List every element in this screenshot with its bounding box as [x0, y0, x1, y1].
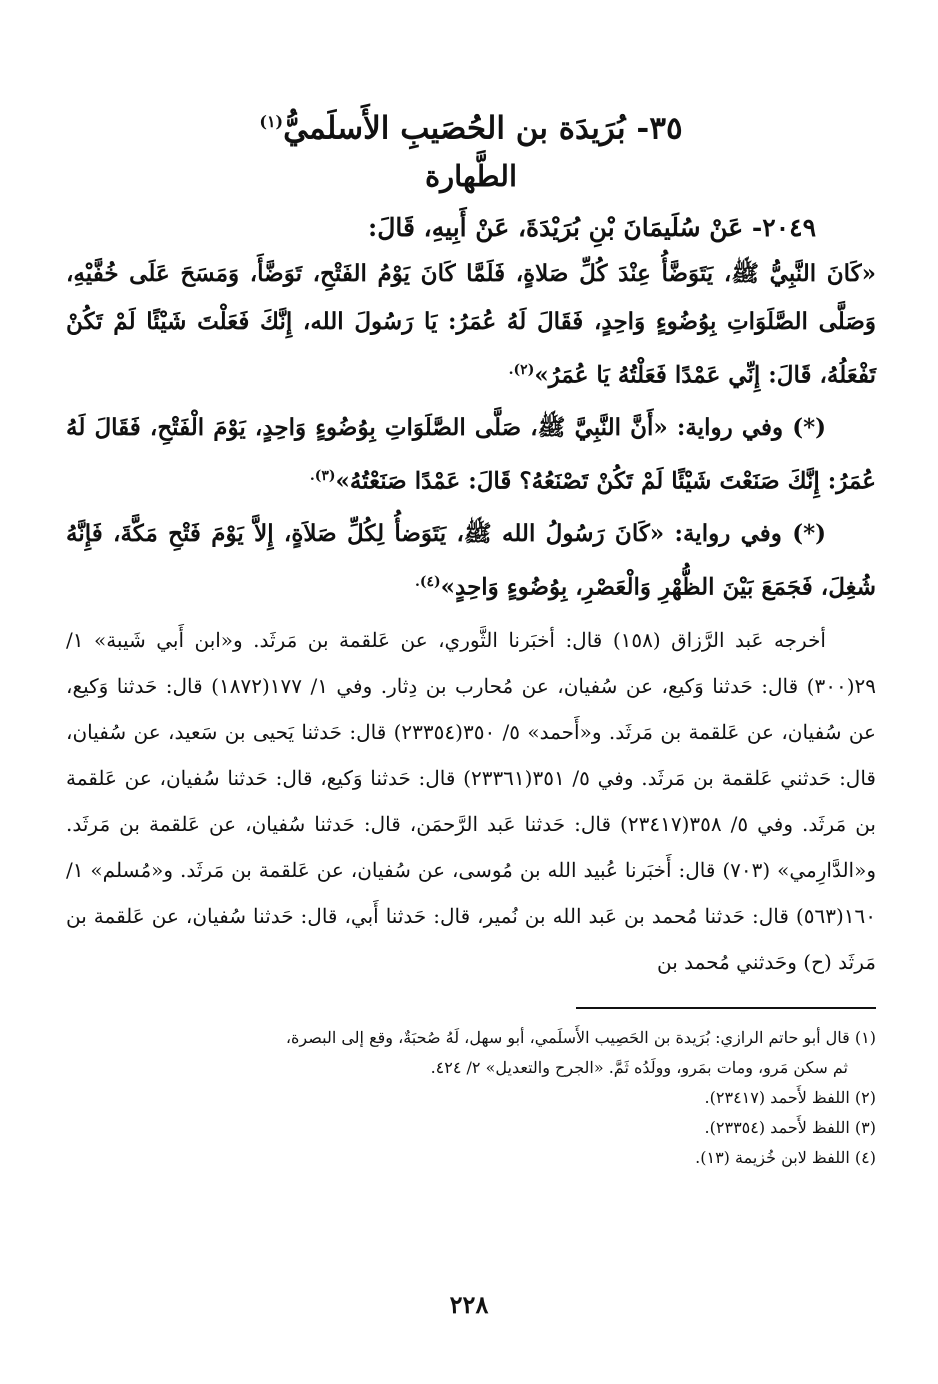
footnote-4: (٤) اللفظ لابن خُزيمة (١٣). — [695, 1148, 876, 1168]
page-number: ٢٢٨ — [449, 1290, 489, 1319]
riwaya-2-footnote-ref: (٤). — [414, 573, 441, 590]
footnote-3: (٣) اللفظ لأَحمد (٢٣٣٥٤). — [704, 1118, 876, 1138]
hadith-text — [66, 250, 876, 400]
chapter-footnote-ref: (١) — [259, 112, 284, 131]
section-title: الطَّهارة — [424, 159, 518, 194]
hadith-text-body: «كَانَ النَّبِيُّ ﷺ، يَتَوَضَّأُ عِنْدَ كُلِّ صَلاةٍ، فَلَمَّا كَانَ يَوْمُ الفَتْحِ، تَوَضَّأَ، وَمَسَحَ عَلَى خُفَّيْهِ، وَصَلَّى الصَّلَوَاتِ بِوُضُوءٍ وَاحِدٍ، فَقَالَ لَهُ عُمَرُ: يَا رَسُولَ الله، إِنَّكَ فَعَلْتَ شَيْئًا لَمْ تَكُنْ تَفْعَلُهُ، قَالَ: إِنِّي عَمْدًا فَعَلْتُهُ يَا عُمَرُ» — [66, 260, 876, 389]
riwaya-1 — [66, 404, 876, 506]
hadith-heading: ٢٠٤٩- عَنْ سُلَيمَانَ بْنِ بُرَيْدَةَ، عَنْ أَبِيهِ، قَالَ: — [368, 213, 816, 243]
footnote-1-line2: ثم سكن مَرو، ومات بمَرو، وولَدُه ثَمَّ. «الجرح والتعديل» ٢/ ٤٢٤. — [430, 1058, 848, 1078]
footnotes — [66, 1023, 876, 1173]
footnote-2: (٢) اللفظ لأَحمد (٢٣٤١٧). — [704, 1088, 876, 1108]
riwaya-1-text: (*) وفي رواية: «أَنَّ النَّبِيَّ ﷺ، صَلَّى الصَّلَوَاتِ بِوُضُوءٍ وَاحِدٍ، يَوْمَ الْفَتْحِ، فَقَالَ لَهُ عُمَرُ: إِنَّكَ صَنَعْتَ شَيْئًا لَمْ تَكُنْ تَصْنَعُهُ؟ قَالَ: عَمْدًا صَنَعْتُهُ» — [66, 413, 876, 495]
footnote-1-line1: (١) قال أبو حاتم الرازي: بُرَيدة بن الحَصِيب الأَسلَمي، أبو سهل، لَهُ صُحبَةٌ، وقع إلى البصرة، — [285, 1028, 876, 1048]
riwaya-2 — [66, 510, 876, 612]
riwaya-2-text: (*) وفي رواية: «كَانَ رَسُولُ الله ﷺ، يَتَوَضأُ لِكُلِّ صَلاَةٍ، إِلاَّ يَوْمَ فَتْحِ مَكَّةَ، فَإِنَّهُ شُغِلَ، فَجَمَعَ بَيْنَ الظُّهْرِ وَالْعَصْرِ، بِوُضُوءٍ وَاحِدٍ» — [66, 519, 876, 601]
chapter-title-text: ٣٥- بُرَيدَة بن الحُصَيبِ الأَسلَميُّ — [283, 110, 683, 147]
chapter-title — [66, 96, 876, 154]
hadith-footnote-ref: (٢). — [508, 362, 535, 379]
page-body — [66, 96, 876, 1173]
takhrij-paragraph: أخرجه عَبد الرَّزاق (١٥٨) قال: أخبَرنا الثَّوري، عن عَلقمة بن مَرثَد. و«ابن أَبي شَيبة» ١/ ٢٩(٣٠٠) قال: حَدثنا وَكيع، عن سُفيان، عن مُحارب بن دِثار. وفي ١/ ١٧٧(١٨٧٢) قال: حَدثنا وَكيع، عن سُفيان، عن عَلقمة بن مَرثَد. و«أَحمد» ٥/ ٣٥٠(٢٣٣٥٤) قال: حَدثنا يَحيى بن سَعيد، عن سُفيان، قال: حَدثني عَلقمة بن مَرثَد. وفي ٥/ ٣٥١(٢٣٣٦١) قال: حَدثنا وَكيع، قال: حَدثنا سُفيان، عن عَلقمة بن مَرثَد. وفي ٥/ ٣٥٨(٢٣٤١٧) قال: حَدثنا عَبد الرَّحمَن، قال: حَدثنا سُفيان، عن عَلقمة بن مَرثَد. و«الدَّارِمي» (٧٠٣) قال: أَخبَرنا عُبيد الله بن مُوسى، عن سُفيان، عن عَلقمة بن مَرثَد. و«مُسلم» ١/ ١٦٠(٥٦٣) قال: حَدثنا مُحمد بن عَبد الله بن نُمير، قال: حَدثنا أَبي، قال: حَدثنا سُفيان، عن عَلقمة بن مَرثَد (ح) وحَدثني مُحمد بن — [66, 628, 877, 975]
riwaya-1-footnote-ref: (٣). — [309, 467, 336, 484]
footnote-divider — [576, 1007, 876, 1009]
